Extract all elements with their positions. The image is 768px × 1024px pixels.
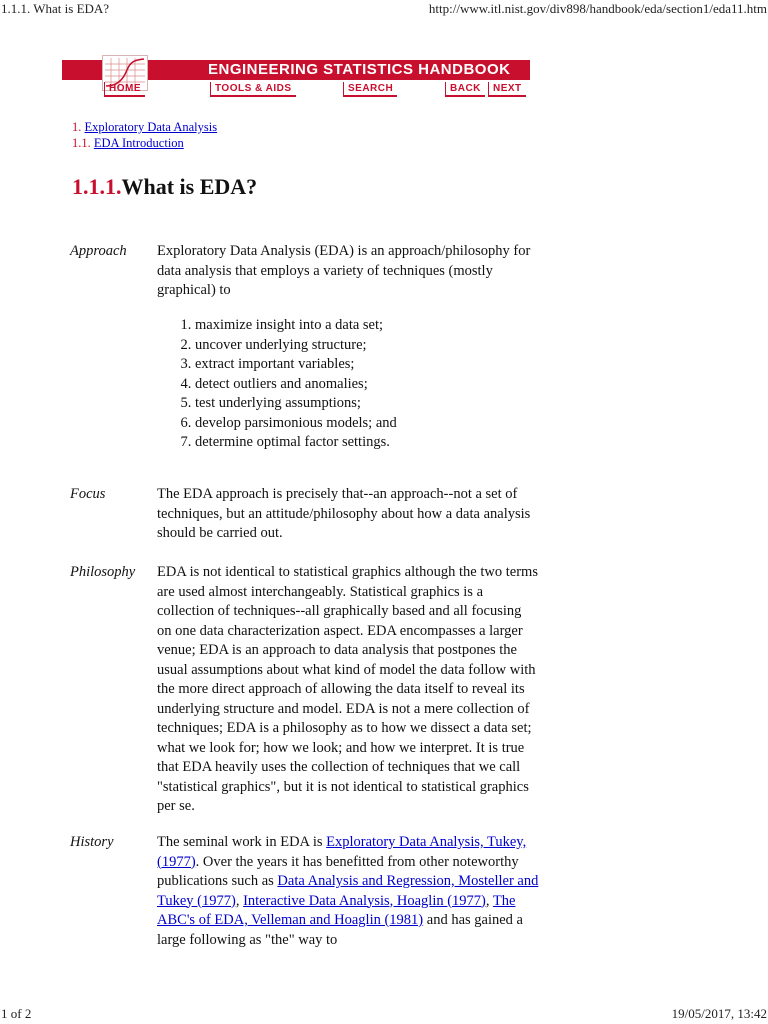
history-text-part: , (485, 892, 493, 909)
print-header-title: 1.1.1. What is EDA? (1, 1, 110, 16)
breadcrumb-item (72, 136, 217, 152)
list-item: 5. test underlying assumptions; (195, 394, 397, 414)
home-button[interactable]: HOME (104, 82, 145, 97)
link-mosteller-tukey[interactable]: Data Analysis and Regression, Mosteller and Tukey (1977) (157, 873, 539, 909)
focus-text: The EDA approach is precisely that--an approach--not a set of techniques, but an attitude/philosophy about how a data analysis should be carried out. (157, 486, 531, 541)
link-tukey-eda[interactable]: Exploratory Data Analysis, Tukey, (1977) (157, 834, 527, 870)
link-hoaglin[interactable]: Interactive Data Analysis, Hoaglin (1977) (243, 892, 486, 909)
print-footer-datetime: 19/05/2017, 13:42 (671, 1006, 767, 1021)
list-item: 3. extract important variables; (195, 355, 397, 375)
list-item: 7. determine optimal factor settings. (195, 433, 397, 453)
history-label: History (70, 834, 114, 850)
history-text-part: , (235, 892, 244, 909)
print-footer-page: 1 of 2 (1, 1006, 32, 1021)
history-text-part: . Over the years it has benefitted from other noteworthy publications such as (157, 853, 519, 889)
tools-aids-button[interactable]: TOOLS & AIDS (210, 82, 296, 97)
history-text-part: The seminal work in EDA is (157, 834, 327, 850)
next-button[interactable]: NEXT (488, 82, 526, 97)
philosophy-text: EDA is not identical to statistical graphics although the two terms are used almost interchangeably. Statistical graphics is a collection of techniques--all graphically based and all focusing on one data characterization aspect. EDA encompasses a larger venue; EDA is an approach to data analysis that postpones the usual assumptions about what kind of model the data follow with the more direct approach of allowing the data itself to reveal its underlying structure and model. EDA is not a mere collection of techniques; EDA is a philosophy as to how we dissect a data set; what we look for; how we look; and how we interpret. It is true that EDA heavily uses the collection of techniques that we call "statistical graphics", but it is not identical to statistical graphics per se. (157, 564, 538, 814)
list-item: 2. uncover underlying structure; (195, 336, 397, 356)
print-header-url: http://www.itl.nist.gov/div898/handbook/eda/section1/eda11.htm (428, 1, 767, 16)
section-title: What is EDA? (121, 174, 258, 199)
link-velleman-hoaglin[interactable]: The ABC's of EDA, Velleman and Hoaglin (1981) (157, 892, 516, 928)
page-title (72, 174, 257, 200)
breadcrumb (72, 120, 217, 151)
breadcrumb-number: 1.1. (72, 135, 91, 150)
breadcrumb-link-intro[interactable]: EDA Introduction (93, 135, 184, 150)
history-text-part: and has gained a large following as "the" way to (157, 912, 523, 948)
handbook-banner (62, 60, 530, 80)
philosophy-label: Philosophy (70, 564, 136, 580)
breadcrumb-number: 1. (72, 120, 82, 134)
nav-bar (62, 82, 530, 100)
breadcrumb-link-eda[interactable]: Exploratory Data Analysis (84, 120, 218, 134)
section-number: 1.1.1. (72, 174, 122, 199)
list-item: 6. develop parsimonious models; and (195, 414, 397, 434)
back-button[interactable]: BACK (445, 82, 485, 97)
approach-text: Exploratory Data Analysis (EDA) is an approach/philosophy for data analysis that employs a variety of techniques (mostly graphical) to (157, 243, 531, 298)
approach-list (157, 316, 397, 453)
history-text (157, 833, 541, 950)
breadcrumb-item (72, 120, 217, 136)
approach-label: Approach (70, 243, 127, 259)
list-item: 4. detect outliers and anomalies; (195, 375, 397, 395)
banner-title: ENGINEERING STATISTICS HANDBOOK (208, 61, 511, 78)
list-item: 1. maximize insight into a data set; (195, 316, 397, 336)
focus-label: Focus (70, 486, 106, 502)
search-button[interactable]: SEARCH (343, 82, 397, 97)
